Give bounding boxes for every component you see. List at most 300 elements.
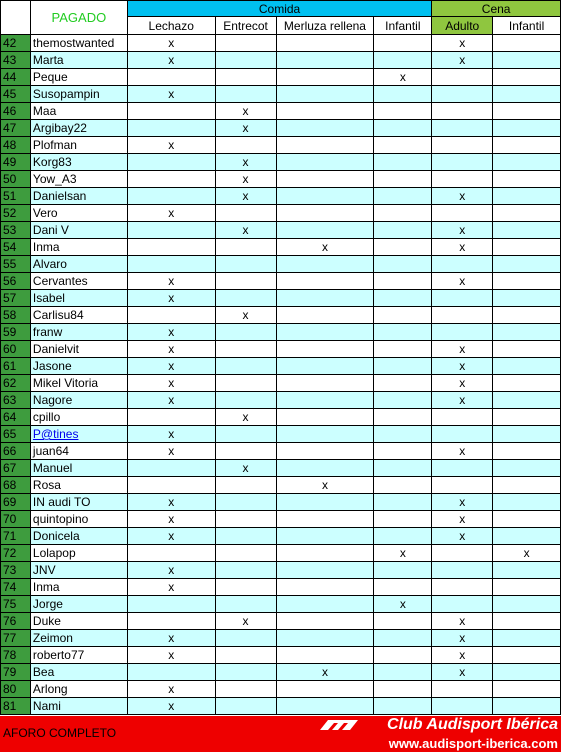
mark-cena-adulto: x <box>432 392 493 409</box>
mark-lechazo: x <box>127 205 215 222</box>
member-name: Jorge <box>30 596 127 613</box>
table-row <box>1 120 561 137</box>
row-number: 54 <box>1 239 31 256</box>
mark-merluza-rellena <box>276 596 374 613</box>
row-number: 45 <box>1 86 31 103</box>
table-row <box>1 613 561 630</box>
table-row <box>1 392 561 409</box>
table-row <box>1 239 561 256</box>
mark-merluza-rellena: x <box>276 239 374 256</box>
mark-cena-adulto <box>432 681 493 698</box>
mark-comida-infantil <box>374 494 432 511</box>
member-name: Yow_A3 <box>30 171 127 188</box>
col-header-lechazo: Lechazo <box>127 17 215 35</box>
mark-entrecot <box>215 205 276 222</box>
mark-lechazo <box>127 596 215 613</box>
table-row <box>1 103 561 120</box>
mark-comida-infantil <box>374 630 432 647</box>
mark-cena-adulto: x <box>432 188 493 205</box>
member-name: Mikel Vitoria <box>30 375 127 392</box>
row-number: 49 <box>1 154 31 171</box>
mark-entrecot <box>215 443 276 460</box>
mark-cena-infantil <box>493 171 561 188</box>
mark-entrecot: x <box>215 120 276 137</box>
mark-cena-infantil <box>493 579 561 596</box>
row-number: 57 <box>1 290 31 307</box>
mark-cena-infantil <box>493 324 561 341</box>
member-name: Carlisu84 <box>30 307 127 324</box>
mark-cena-infantil <box>493 375 561 392</box>
mark-comida-infantil <box>374 171 432 188</box>
mark-cena-adulto <box>432 698 493 715</box>
mark-entrecot <box>215 477 276 494</box>
table-row <box>1 273 561 290</box>
mark-merluza-rellena <box>276 613 374 630</box>
row-number: 56 <box>1 273 31 290</box>
member-name: Danielsan <box>30 188 127 205</box>
mark-comida-infantil <box>374 137 432 154</box>
row-number: 75 <box>1 596 31 613</box>
table-row <box>1 579 561 596</box>
row-number: 72 <box>1 545 31 562</box>
row-number: 78 <box>1 647 31 664</box>
mark-merluza-rellena <box>276 630 374 647</box>
mark-cena-infantil <box>493 256 561 273</box>
row-number: 70 <box>1 511 31 528</box>
mark-comida-infantil <box>374 409 432 426</box>
mark-cena-infantil <box>493 409 561 426</box>
row-number: 80 <box>1 681 31 698</box>
mark-cena-infantil <box>493 681 561 698</box>
table-row <box>1 137 561 154</box>
mark-cena-infantil <box>493 426 561 443</box>
mark-lechazo: x <box>127 579 215 596</box>
corner-cell <box>1 1 31 35</box>
member-name: Plofman <box>30 137 127 154</box>
table-row <box>1 222 561 239</box>
cena-group-header: Cena <box>432 1 561 17</box>
mark-entrecot <box>215 375 276 392</box>
mark-cena-infantil <box>493 188 561 205</box>
mark-comida-infantil <box>374 562 432 579</box>
mark-entrecot: x <box>215 460 276 477</box>
mark-merluza-rellena <box>276 341 374 358</box>
mark-cena-adulto: x <box>432 52 493 69</box>
mark-lechazo: x <box>127 324 215 341</box>
mark-cena-infantil <box>493 698 561 715</box>
mark-cena-adulto <box>432 205 493 222</box>
member-name: Nagore <box>30 392 127 409</box>
mark-cena-infantil <box>493 239 561 256</box>
table-row <box>1 188 561 205</box>
mark-entrecot <box>215 630 276 647</box>
row-number: 76 <box>1 613 31 630</box>
mark-cena-adulto <box>432 290 493 307</box>
row-number: 77 <box>1 630 31 647</box>
row-number: 63 <box>1 392 31 409</box>
mark-merluza-rellena <box>276 426 374 443</box>
mark-comida-infantil <box>374 528 432 545</box>
mark-merluza-rellena <box>276 698 374 715</box>
mark-comida-infantil <box>374 375 432 392</box>
mark-comida-infantil <box>374 205 432 222</box>
mark-cena-adulto <box>432 409 493 426</box>
member-name: franw <box>30 324 127 341</box>
row-number: 68 <box>1 477 31 494</box>
mark-cena-adulto <box>432 137 493 154</box>
member-name[interactable] <box>30 426 127 443</box>
table-row <box>1 664 561 681</box>
member-name: cpillo <box>30 409 127 426</box>
mark-merluza-rellena <box>276 120 374 137</box>
col-header-cena-infantil: Infantil <box>493 17 561 35</box>
table-row <box>1 596 561 613</box>
mark-cena-infantil <box>493 307 561 324</box>
member-name: Dani V <box>30 222 127 239</box>
table-row <box>1 205 561 222</box>
mark-merluza-rellena <box>276 545 374 562</box>
mark-merluza-rellena <box>276 324 374 341</box>
mark-lechazo: x <box>127 137 215 154</box>
mark-merluza-rellena: x <box>276 664 374 681</box>
mark-cena-infantil <box>493 290 561 307</box>
mark-comida-infantil: x <box>374 545 432 562</box>
mark-comida-infantil <box>374 290 432 307</box>
table-row <box>1 545 561 562</box>
mark-cena-adulto: x <box>432 35 493 52</box>
mark-entrecot <box>215 698 276 715</box>
mark-cena-infantil: x <box>493 545 561 562</box>
mark-cena-adulto <box>432 477 493 494</box>
mark-entrecot <box>215 35 276 52</box>
mark-lechazo <box>127 154 215 171</box>
mark-lechazo: x <box>127 511 215 528</box>
member-name: Danielvit <box>30 341 127 358</box>
mark-cena-infantil <box>493 120 561 137</box>
mark-merluza-rellena <box>276 69 374 86</box>
mark-comida-infantil <box>374 664 432 681</box>
pagado-header: PAGADO <box>30 1 127 35</box>
mark-entrecot <box>215 579 276 596</box>
table-row <box>1 426 561 443</box>
mark-comida-infantil <box>374 307 432 324</box>
mark-lechazo <box>127 188 215 205</box>
mark-entrecot <box>215 256 276 273</box>
mark-lechazo: x <box>127 630 215 647</box>
row-number: 66 <box>1 443 31 460</box>
row-number: 60 <box>1 341 31 358</box>
mark-comida-infantil <box>374 341 432 358</box>
member-name: Jasone <box>30 358 127 375</box>
mark-merluza-rellena <box>276 154 374 171</box>
mark-lechazo <box>127 545 215 562</box>
mark-cena-adulto: x <box>432 494 493 511</box>
mark-lechazo: x <box>127 426 215 443</box>
mark-cena-adulto: x <box>432 341 493 358</box>
mark-cena-infantil <box>493 664 561 681</box>
mark-comida-infantil <box>374 239 432 256</box>
mark-comida-infantil <box>374 188 432 205</box>
mark-cena-adulto <box>432 460 493 477</box>
row-number: 46 <box>1 103 31 120</box>
mark-lechazo <box>127 256 215 273</box>
mark-comida-infantil <box>374 222 432 239</box>
member-name: Zeimon <box>30 630 127 647</box>
mark-lechazo: x <box>127 86 215 103</box>
mark-cena-adulto: x <box>432 647 493 664</box>
mark-lechazo: x <box>127 647 215 664</box>
mark-lechazo <box>127 409 215 426</box>
mark-comida-infantil <box>374 256 432 273</box>
mark-lechazo <box>127 613 215 630</box>
mark-entrecot <box>215 528 276 545</box>
row-number: 50 <box>1 171 31 188</box>
mark-cena-adulto <box>432 171 493 188</box>
mark-cena-adulto: x <box>432 222 493 239</box>
mark-cena-infantil <box>493 137 561 154</box>
mark-cena-adulto <box>432 154 493 171</box>
mark-cena-infantil <box>493 392 561 409</box>
mark-comida-infantil <box>374 392 432 409</box>
table-row <box>1 69 561 86</box>
mark-lechazo: x <box>127 375 215 392</box>
mark-merluza-rellena <box>276 290 374 307</box>
mark-entrecot <box>215 562 276 579</box>
mark-comida-infantil <box>374 52 432 69</box>
mark-comida-infantil <box>374 426 432 443</box>
mark-entrecot <box>215 681 276 698</box>
aforo-label: AFORO COMPLETO <box>3 726 117 740</box>
mark-merluza-rellena <box>276 460 374 477</box>
mark-comida-infantil <box>374 86 432 103</box>
row-number: 59 <box>1 324 31 341</box>
mark-entrecot <box>215 324 276 341</box>
row-number: 55 <box>1 256 31 273</box>
table-row <box>1 494 561 511</box>
mark-merluza-rellena <box>276 511 374 528</box>
mark-merluza-rellena <box>276 256 374 273</box>
row-number: 64 <box>1 409 31 426</box>
row-number: 44 <box>1 69 31 86</box>
mark-entrecot <box>215 426 276 443</box>
mark-cena-infantil <box>493 562 561 579</box>
mark-merluza-rellena <box>276 103 374 120</box>
member-name: Arlong <box>30 681 127 698</box>
table-row <box>1 35 561 52</box>
mark-cena-infantil <box>493 528 561 545</box>
row-number: 52 <box>1 205 31 222</box>
mark-comida-infantil <box>374 154 432 171</box>
table-row <box>1 562 561 579</box>
table-row <box>1 358 561 375</box>
table-row <box>1 630 561 647</box>
member-name-link[interactable]: P@tines <box>32 427 79 441</box>
table-row <box>1 341 561 358</box>
table-row <box>1 256 561 273</box>
member-name: Alvaro <box>30 256 127 273</box>
mark-entrecot <box>215 392 276 409</box>
mark-cena-adulto: x <box>432 239 493 256</box>
mark-entrecot <box>215 341 276 358</box>
row-number: 51 <box>1 188 31 205</box>
table-row <box>1 681 561 698</box>
mark-lechazo: x <box>127 562 215 579</box>
member-name: Cervantes <box>30 273 127 290</box>
mark-comida-infantil <box>374 35 432 52</box>
mark-entrecot: x <box>215 154 276 171</box>
member-name: Susopampin <box>30 86 127 103</box>
mark-merluza-rellena <box>276 562 374 579</box>
row-number: 73 <box>1 562 31 579</box>
table-row <box>1 375 561 392</box>
row-number: 61 <box>1 358 31 375</box>
mark-lechazo: x <box>127 52 215 69</box>
mark-entrecot <box>215 664 276 681</box>
table-row <box>1 477 561 494</box>
mark-cena-adulto <box>432 103 493 120</box>
member-name: roberto77 <box>30 647 127 664</box>
mark-entrecot: x <box>215 188 276 205</box>
mark-lechazo <box>127 664 215 681</box>
mark-cena-adulto <box>432 579 493 596</box>
mark-lechazo: x <box>127 35 215 52</box>
mark-cena-infantil <box>493 222 561 239</box>
mark-cena-infantil <box>493 358 561 375</box>
mark-cena-adulto: x <box>432 613 493 630</box>
mark-cena-adulto <box>432 307 493 324</box>
member-name: Manuel <box>30 460 127 477</box>
table-row <box>1 460 561 477</box>
mark-merluza-rellena <box>276 273 374 290</box>
member-name: Nami <box>30 698 127 715</box>
mark-comida-infantil <box>374 477 432 494</box>
audi-rings-logo-icon <box>314 718 358 732</box>
row-number: 67 <box>1 460 31 477</box>
footer-banner <box>0 716 561 752</box>
mark-cena-infantil <box>493 443 561 460</box>
mark-lechazo: x <box>127 273 215 290</box>
mark-entrecot <box>215 545 276 562</box>
table-row <box>1 409 561 426</box>
mark-merluza-rellena <box>276 205 374 222</box>
mark-lechazo <box>127 307 215 324</box>
mark-cena-infantil <box>493 273 561 290</box>
member-name: Bea <box>30 664 127 681</box>
row-number: 53 <box>1 222 31 239</box>
mark-merluza-rellena <box>276 579 374 596</box>
mark-entrecot <box>215 69 276 86</box>
mark-cena-adulto <box>432 426 493 443</box>
mark-merluza-rellena <box>276 494 374 511</box>
col-header-merluza-rellena: Merluza rellena <box>276 17 374 35</box>
club-website[interactable]: www.audisport-iberica.com <box>388 736 558 751</box>
mark-comida-infantil: x <box>374 69 432 86</box>
table-row <box>1 443 561 460</box>
mark-comida-infantil <box>374 103 432 120</box>
member-name: JNV <box>30 562 127 579</box>
member-name: Korg83 <box>30 154 127 171</box>
mark-merluza-rellena <box>276 35 374 52</box>
mark-entrecot: x <box>215 103 276 120</box>
mark-cena-adulto: x <box>432 375 493 392</box>
member-name: Lolapop <box>30 545 127 562</box>
mark-entrecot <box>215 494 276 511</box>
mark-merluza-rellena <box>276 409 374 426</box>
mark-cena-adulto: x <box>432 443 493 460</box>
row-number: 69 <box>1 494 31 511</box>
mark-comida-infantil <box>374 698 432 715</box>
row-number: 58 <box>1 307 31 324</box>
mark-cena-infantil <box>493 613 561 630</box>
mark-comida-infantil <box>374 443 432 460</box>
mark-entrecot: x <box>215 171 276 188</box>
mark-cena-infantil <box>493 205 561 222</box>
mark-entrecot <box>215 86 276 103</box>
mark-merluza-rellena <box>276 443 374 460</box>
mark-cena-infantil <box>493 35 561 52</box>
mark-comida-infantil <box>374 511 432 528</box>
mark-cena-adulto <box>432 86 493 103</box>
mark-comida-infantil: x <box>374 596 432 613</box>
mark-comida-infantil <box>374 120 432 137</box>
row-number: 43 <box>1 52 31 69</box>
mark-lechazo: x <box>127 392 215 409</box>
mark-cena-infantil <box>493 52 561 69</box>
mark-lechazo: x <box>127 698 215 715</box>
row-number: 79 <box>1 664 31 681</box>
mark-cena-infantil <box>493 630 561 647</box>
member-name: Rosa <box>30 477 127 494</box>
mark-lechazo <box>127 69 215 86</box>
mark-cena-infantil <box>493 86 561 103</box>
mark-entrecot: x <box>215 613 276 630</box>
mark-comida-infantil <box>374 681 432 698</box>
table-row <box>1 52 561 69</box>
mark-cena-adulto <box>432 596 493 613</box>
table-row <box>1 698 561 715</box>
mark-entrecot <box>215 596 276 613</box>
mark-entrecot <box>215 239 276 256</box>
club-title: Club Audisport Ibérica <box>387 716 558 733</box>
mark-cena-adulto <box>432 69 493 86</box>
mark-entrecot <box>215 290 276 307</box>
mark-merluza-rellena <box>276 375 374 392</box>
member-name: Marta <box>30 52 127 69</box>
mark-comida-infantil <box>374 358 432 375</box>
mark-merluza-rellena: x <box>276 477 374 494</box>
mark-entrecot <box>215 647 276 664</box>
member-name: Inma <box>30 239 127 256</box>
col-header-cena-adulto: Adulto <box>432 17 493 35</box>
row-number: 42 <box>1 35 31 52</box>
mark-entrecot <box>215 511 276 528</box>
mark-cena-adulto: x <box>432 358 493 375</box>
mark-entrecot <box>215 273 276 290</box>
mark-merluza-rellena <box>276 137 374 154</box>
row-number: 62 <box>1 375 31 392</box>
row-number: 47 <box>1 120 31 137</box>
mark-cena-infantil <box>493 154 561 171</box>
mark-merluza-rellena <box>276 86 374 103</box>
mark-comida-infantil <box>374 579 432 596</box>
mark-entrecot <box>215 358 276 375</box>
mark-merluza-rellena <box>276 392 374 409</box>
mark-lechazo <box>127 477 215 494</box>
mark-lechazo: x <box>127 528 215 545</box>
mark-merluza-rellena <box>276 222 374 239</box>
table-row <box>1 511 561 528</box>
mark-lechazo: x <box>127 290 215 307</box>
